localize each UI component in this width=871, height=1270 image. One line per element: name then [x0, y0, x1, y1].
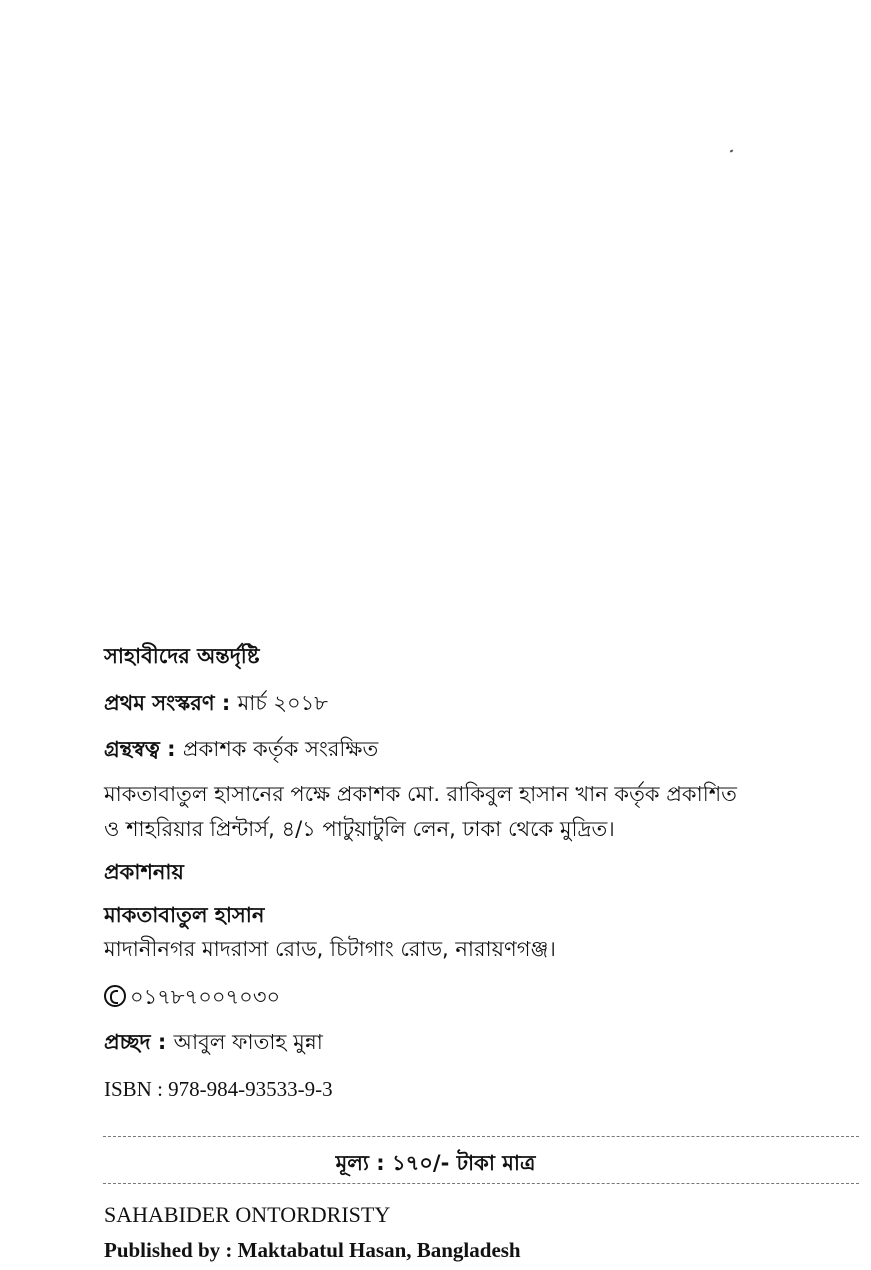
- cover-label: প্রচ্ছদ: [104, 1030, 151, 1054]
- phone-icon: [104, 985, 126, 1007]
- divider-bottom: [103, 1183, 859, 1184]
- edition-line: [104, 688, 328, 718]
- publisher-address: মাদানীনগর মাদরাসা রোড, চিটাগাং রোড, নারায়ণগঞ্জ।: [104, 937, 556, 961]
- cover-value: আবুল ফাতাহ মুন্না: [173, 1030, 323, 1054]
- phone-number: ০১৭৮৭০০৭০৩০: [130, 985, 281, 1009]
- cover-line: [104, 1027, 323, 1057]
- divider-top: [103, 1136, 859, 1137]
- publication-note-line2: ও শাহরিয়ার প্রিন্টার্স, ৪/১ পাটুয়াটুলি লেন, ঢাকা থেকে মুদ্রিত।: [104, 817, 615, 841]
- publisher-heading: প্রকাশনায়: [104, 860, 184, 884]
- copyright-separator: :: [159, 737, 183, 761]
- edition-separator: :: [214, 691, 238, 715]
- edition-label: প্রথম সংস্করণ: [104, 691, 215, 715]
- publication-note-line1: মাকতাবাতুল হাসানের পক্ষে প্রকাশক মো. রাকিবুল হাসান খান কর্তৃক প্রকাশিত: [104, 782, 737, 806]
- published-by-en: Published by : Maktabatul Hasan, Bangladesh: [104, 1238, 521, 1262]
- copyright-line: [104, 734, 378, 764]
- copyright-label: গ্রন্থস্বত্ব: [104, 737, 160, 761]
- copyright-value: প্রকাশক কর্তৃক সংরক্ষিত: [182, 737, 379, 761]
- title-en: SAHABIDER ONTORDRISTY: [104, 1202, 391, 1227]
- isbn: ISBN : 978-984-93533-9-3: [104, 1077, 333, 1101]
- cover-separator: :: [150, 1030, 174, 1054]
- publisher-name: মাকতাবাতুল হাসান: [104, 903, 265, 927]
- edition-value: মার্চ ২০১৮: [237, 691, 328, 715]
- scan-speck: [730, 149, 734, 152]
- book-title-bn: সাহাবীদের অন্তর্দৃষ্টি: [104, 644, 260, 668]
- price: মূল্য : ১৭০/- টাকা মাত্র: [335, 1151, 536, 1175]
- phone-line: [104, 982, 280, 1012]
